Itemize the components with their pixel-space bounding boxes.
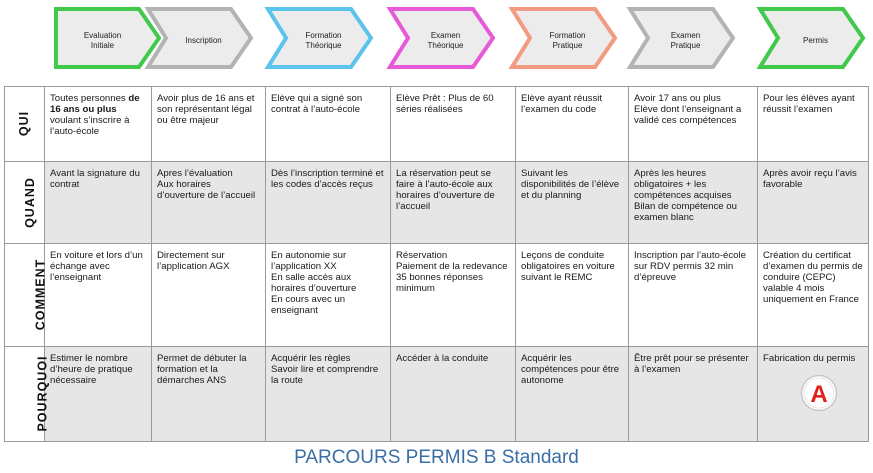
step-label-1: Evaluation Initiale (83, 31, 122, 50)
cell-qui-4: Elève Prêt : Plus de 60 séries réalisées (391, 87, 516, 162)
row-pourquoi (5, 347, 869, 442)
cell-qui-6: Avoir 17 ans ou plus Elève dont l’enseignant a validé ces compétences (629, 87, 758, 162)
cell-quand-3: Dès l’inscription terminé et les codes d’accès reçus (266, 162, 391, 244)
cell-quand-2: Apres l’évaluation Aux horaires d’ouverture de l’accueil (152, 162, 266, 244)
cell-quand-6: Après les heures obligatoires + les compétences acquises Bilan de compétence ou examen blanc (629, 162, 758, 244)
cell-pourquoi-1: Estimer le nombre d’heure de pratique nécessaire (45, 347, 152, 442)
cell-comment-1: En voiture et lors d’un échange avec l’enseignant (45, 244, 152, 347)
auto-ecole-a-logo (800, 374, 838, 412)
row-header (5, 87, 45, 162)
cell-pourquoi-7: Fabrication du permis (758, 347, 869, 442)
row-header (5, 347, 50, 442)
cell-qui-3: Elève qui a signé son contrat à l’auto-école (266, 87, 391, 162)
cell-qui-1: Toutes personnes de 16 ans ou plus voulant s’inscrire à l’auto-école (45, 87, 152, 162)
logo-letter: A (810, 381, 828, 408)
footer-title: PARCOURS PERMIS B Standard (294, 447, 579, 468)
cell-comment-5: Leçons de conduite obligatoires en voiture suivant le REMC (516, 244, 629, 347)
cell-pourquoi-3: Acquérir les règles Savoir lire et comprendre la route (266, 347, 391, 442)
row-header (5, 162, 45, 244)
cell-quand-5: Suivant les disponibilités de l’élève et du planning (516, 162, 629, 244)
cell-quand-1: Avant la signature du contrat (45, 162, 152, 244)
step-label-5: Formation Pratique (549, 31, 586, 50)
step-label-7: Permis (803, 36, 828, 45)
cell-comment-4: Réservation Paiement de la redevance 35 bonnes réponses minimum (391, 244, 516, 347)
cell-qui-7: Pour les élèves ayant réussit l’examen (758, 87, 869, 162)
step-label-3: Formation Théorique (305, 31, 342, 50)
parcours-table (4, 86, 869, 442)
cell-pourquoi-6: Être prêt pour se présenter à l’examen (629, 347, 758, 442)
cell-comment-2: Directement sur l’application AGX (152, 244, 266, 347)
cell-qui-2: Avoir plus de 16 ans et son représentant légal ou être majeur (152, 87, 266, 162)
step-label-4: Examen Théorique (427, 31, 464, 50)
cell-quand-7: Après avoir reçu l’avis favorable (758, 162, 869, 244)
cell-comment-6: Inscription par l’auto-école sur RDV permis 32 min d’épreuve (629, 244, 758, 347)
cell-comment-7: Création du certificat d’examen du permis de conduire (CEPC) valable 4 mois uniquement en France (758, 244, 869, 347)
row-quand (5, 162, 869, 244)
row-header-label: QUAND (22, 176, 37, 228)
row-header (5, 244, 48, 347)
cell-quand-4: La réservation peut se faire à l’auto-école aux horaires d’ouverture de l’accueil (391, 162, 516, 244)
cell-pourquoi-5: Acquérir les compétences pour être autonome (516, 347, 629, 442)
cell-pourquoi-2: Permet de débuter la formation et la démarches ANS (152, 347, 266, 442)
row-header-label: QUI (16, 110, 31, 137)
row-header-label: COMMENT (33, 258, 48, 331)
row-header-label: POURQUOI (35, 355, 50, 432)
cell-comment-3: En autonomie sur l’application XX En salle accès aux horaires d’ouverture En cours avec un enseignant (266, 244, 391, 347)
cell-qui-5: Elève ayant réussit l’examen du code (516, 87, 629, 162)
cell-pourquoi-4: Accéder à la conduite (391, 347, 516, 442)
row-qui (5, 87, 869, 162)
step-label-2: Inscription (185, 36, 222, 45)
row-comment (5, 244, 869, 347)
step-label-6: Examen Pratique (670, 31, 701, 50)
emphasis-age: de 16 ans ou plus (50, 93, 140, 115)
